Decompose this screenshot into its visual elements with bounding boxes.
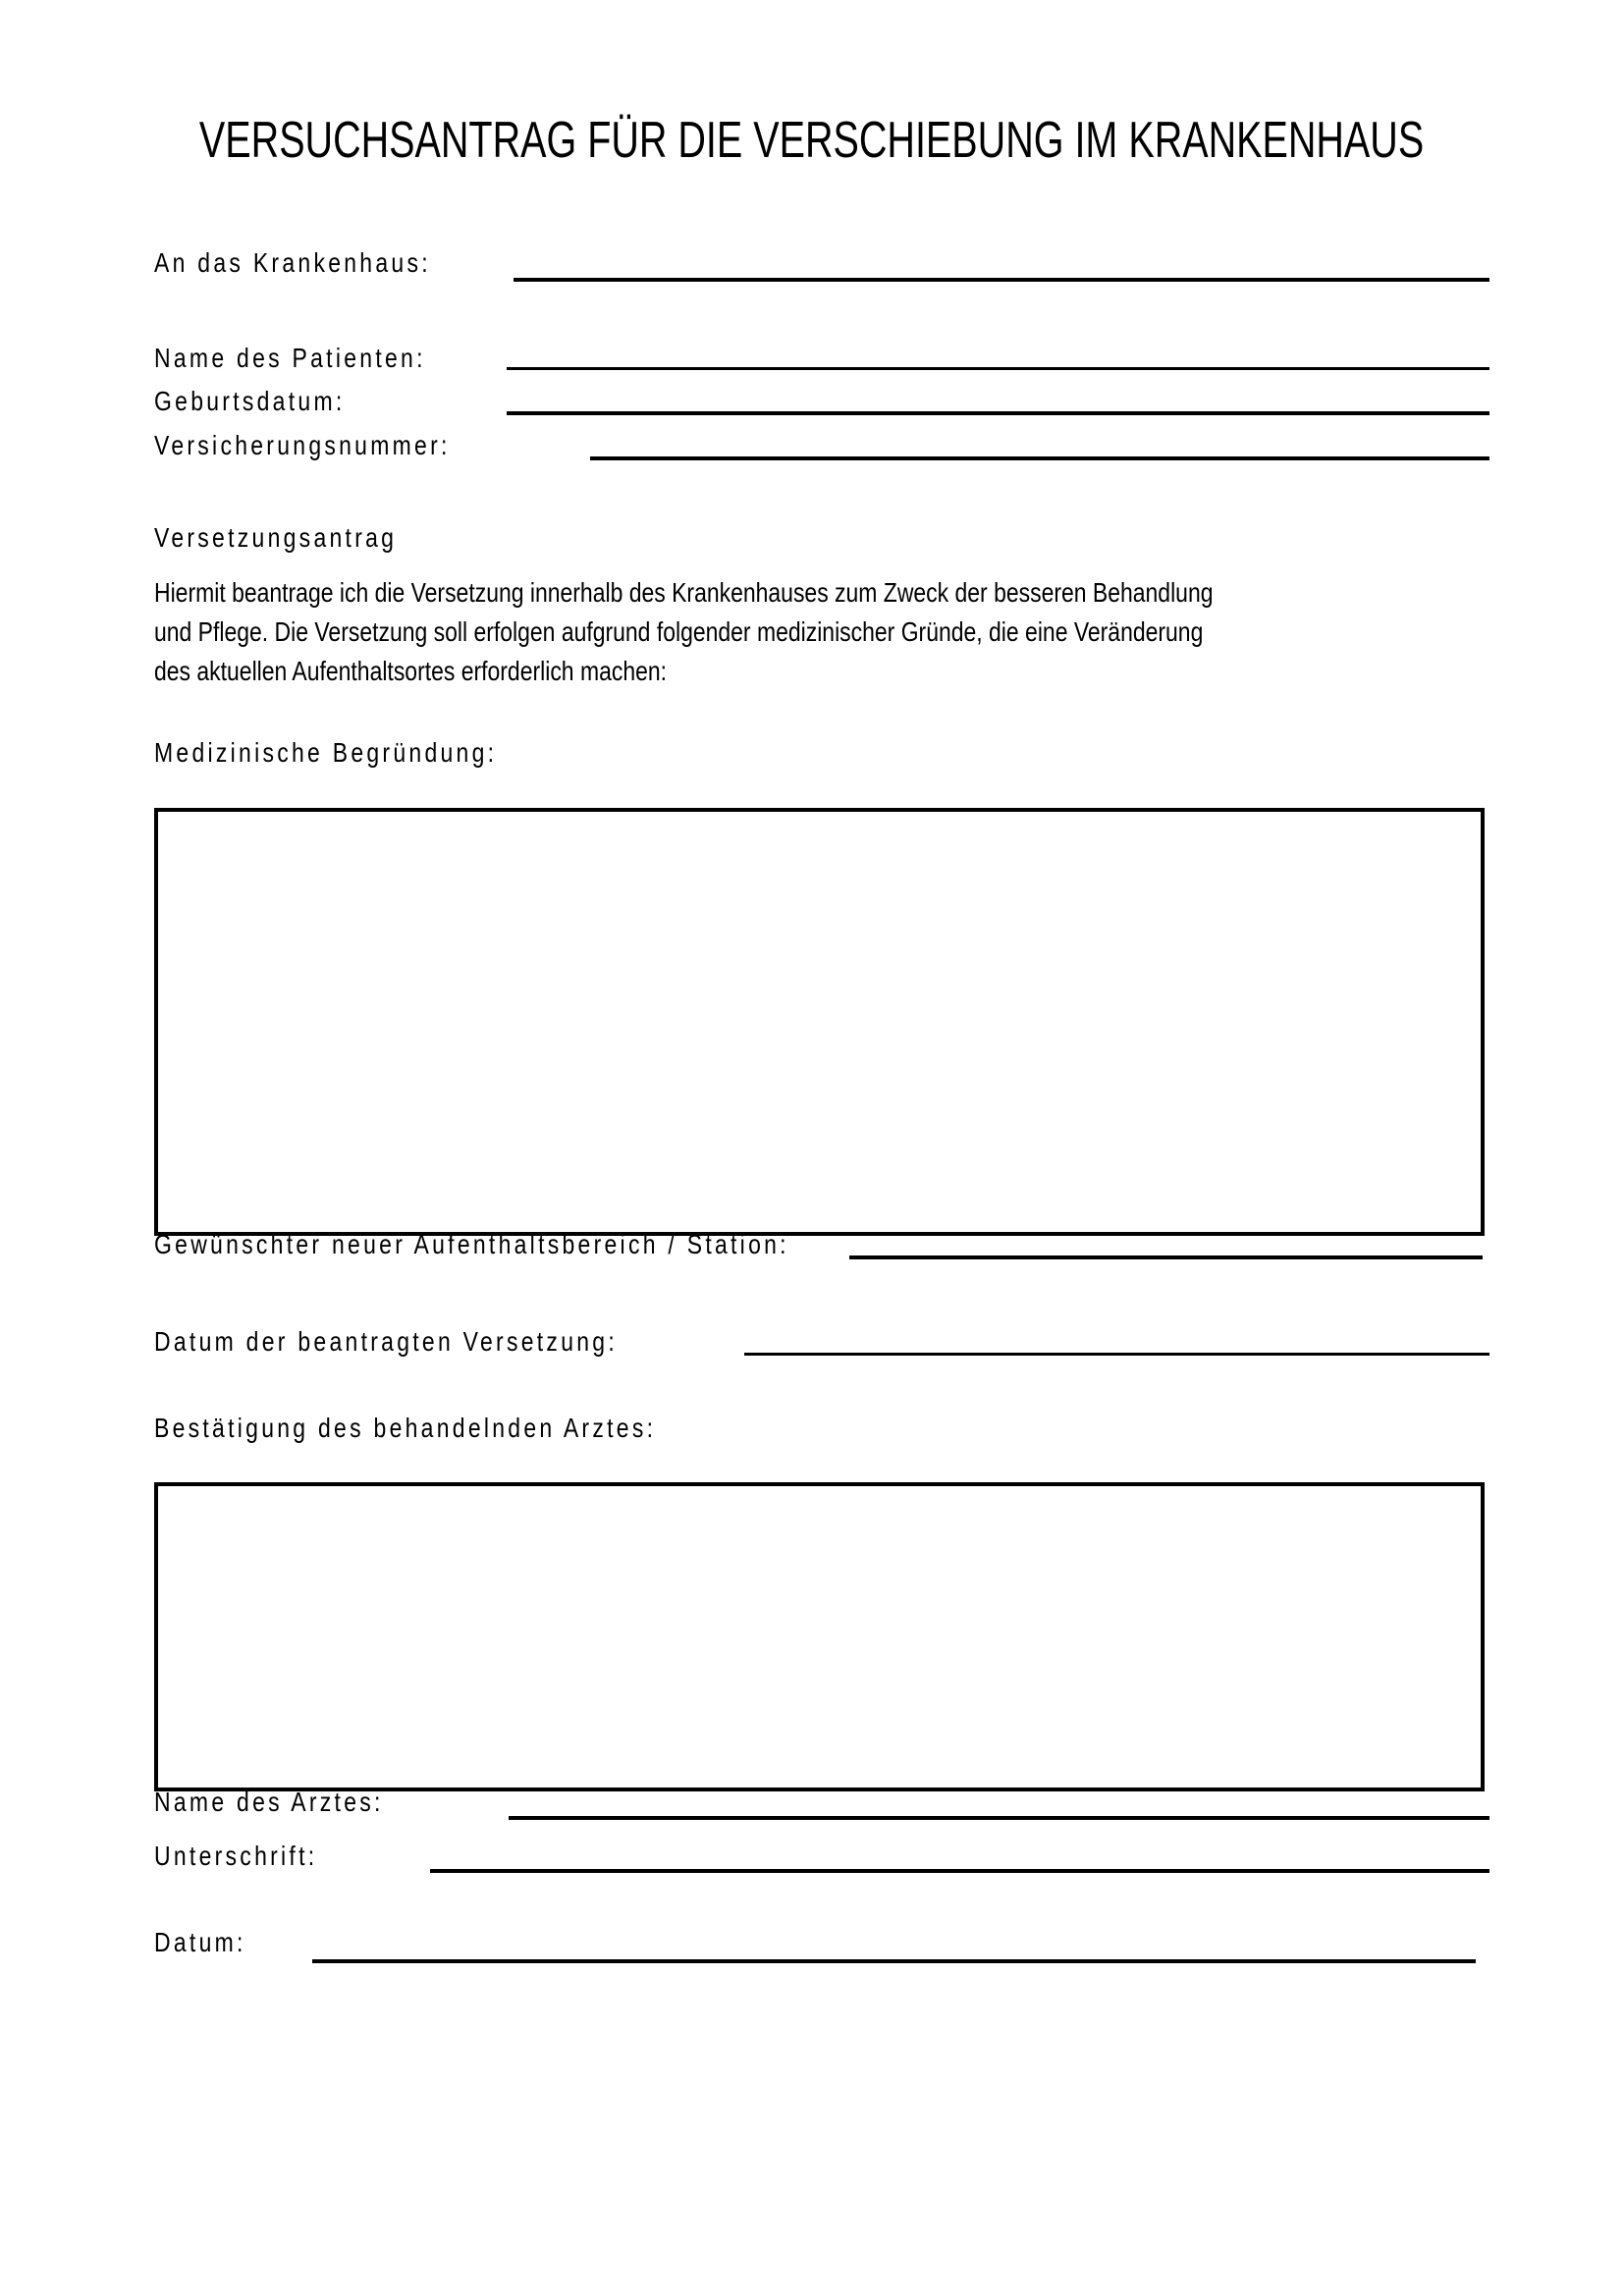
doctor-name-label: Name des Arztes: [154,1787,384,1817]
transfer-date-label: Datum der beantragten Versetzung: [154,1326,619,1357]
signature-label: Unterschrift: [154,1841,318,1871]
transfer-request-body [154,573,1213,691]
doctor-confirmation-heading: Bestätigung des behandelnden Arztes: [154,1413,657,1443]
insurance-number-input-line[interactable] [590,456,1489,460]
date-label: Datum: [154,1927,246,1957]
birthdate-label: Geburtsdatum: [154,386,346,416]
new-station-input-line[interactable] [849,1255,1483,1259]
transfer-request-body-line1: Hiermit beantrage ich die Versetzung innerhalb des Krankenhauses zum Zweck der besseren Behandlung [154,577,1214,608]
patient-name-label: Name des Patienten: [154,343,426,373]
signature-input-line[interactable] [430,1869,1489,1873]
hospital-input-line[interactable] [514,278,1489,282]
hospital-label: An das Krankenhaus: [154,247,431,278]
form-title-wrap [0,113,1624,168]
form-title: VERSUCHSANTRAG FÜR DIE VERSCHIEBUNG IM KRANKENHAUS [199,112,1425,169]
new-station-label: Gewünschter neuer Aufenthaltsbereich / Station: [154,1229,789,1259]
transfer-request-body-line2: und Pflege. Die Versetzung soll erfolgen aufgrund folgender medizinischer Gründe, die eine Veränderung [154,616,1204,647]
transfer-request-heading: Versetzungsantrag [154,522,398,553]
insurance-number-label: Versicherungsnummer: [154,430,451,460]
doctor-name-input-line[interactable] [509,1816,1489,1820]
doctor-confirmation-box[interactable] [154,1482,1485,1791]
medical-reason-box[interactable] [154,808,1485,1236]
medical-reason-label: Medizinische Begründung: [154,737,498,768]
patient-name-input-line[interactable] [507,367,1489,370]
date-input-line[interactable] [312,1959,1476,1963]
transfer-request-body-line3: des aktuellen Aufenthaltsortes erforderlich machen: [154,656,668,686]
birthdate-input-line[interactable] [507,411,1489,415]
transfer-date-input-line[interactable] [744,1353,1489,1356]
